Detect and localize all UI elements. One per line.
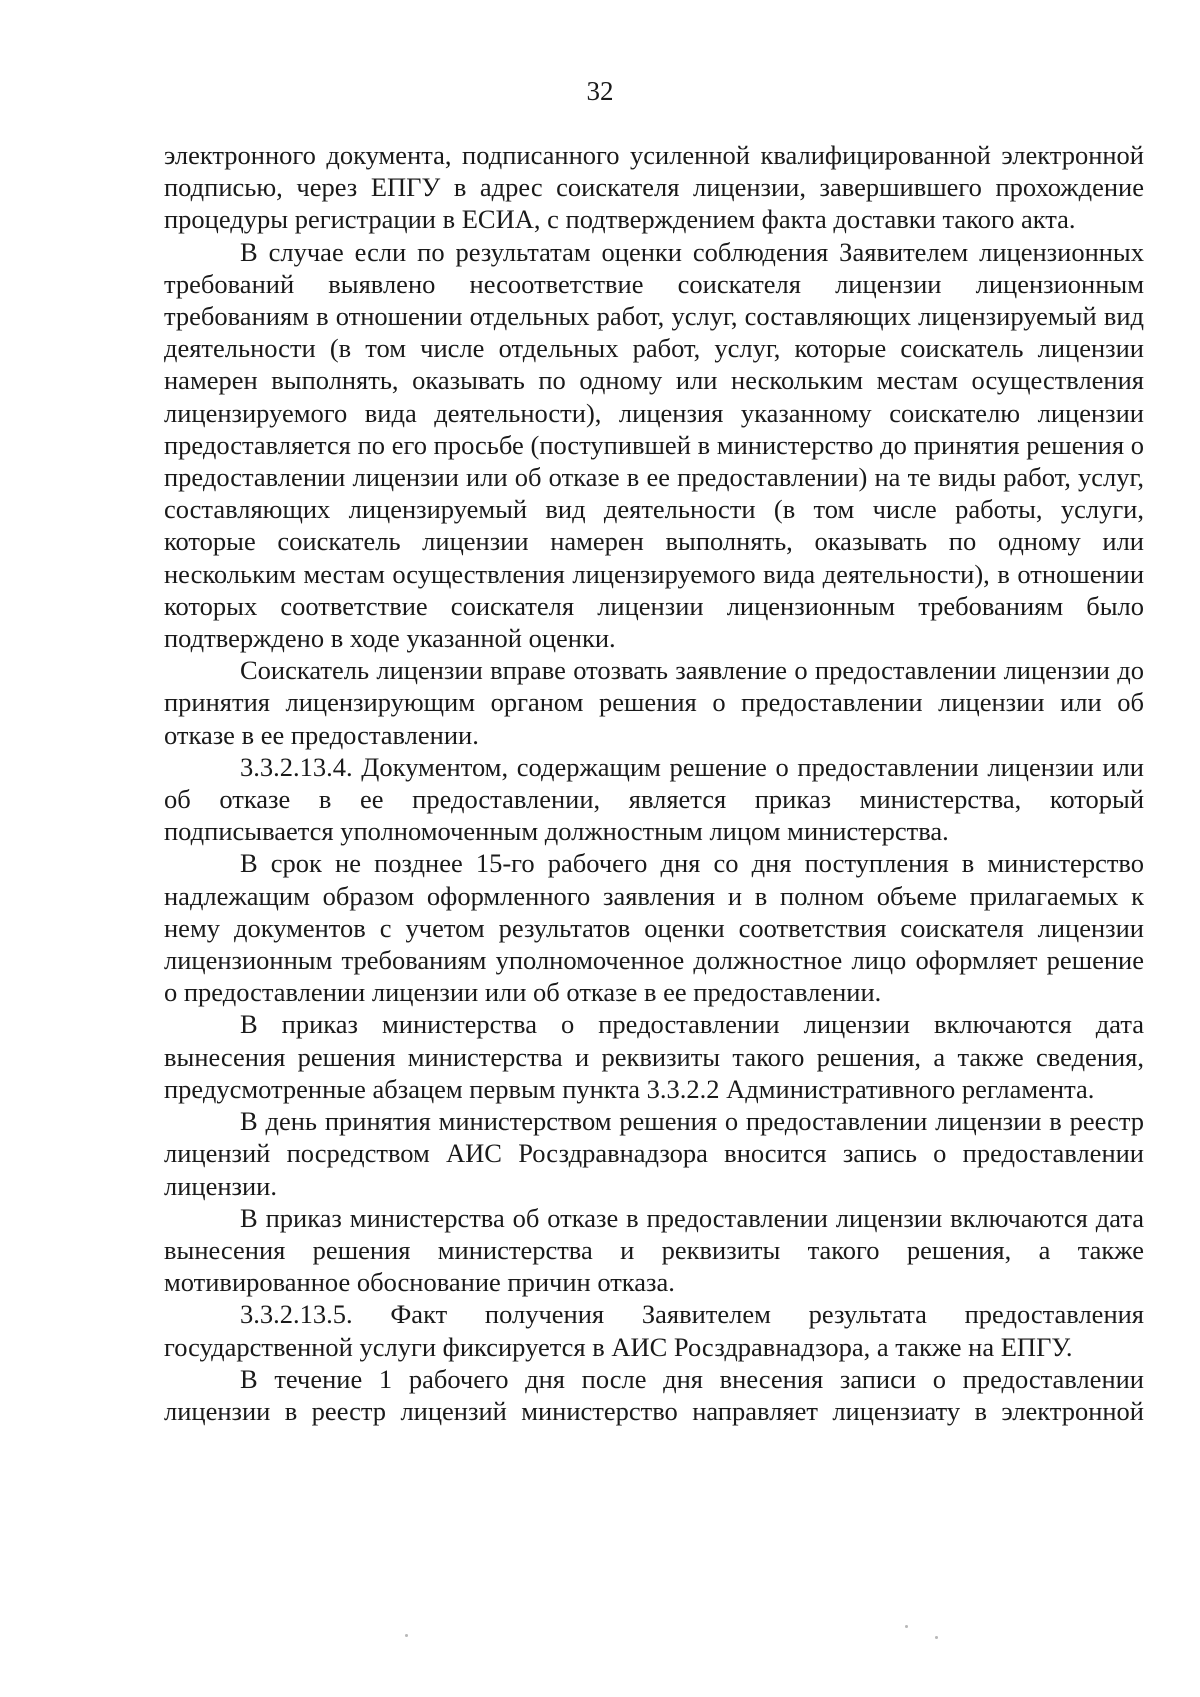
paragraph: 3.3.2.13.5. Факт получения Заявителем результата предоставления государственной услуги фиксируется в АИС Росздравнадзора, а также на ЕПГУ. — [164, 1299, 1144, 1362]
paragraph: В приказ министерства о предоставлении лицензии включаются дата вынесения решения министерства и реквизиты такого решения, а также сведения, предусмотренные абзацем первым пункта 3.3.2.2 Административного регламента. — [164, 1009, 1144, 1104]
paragraph: электронного документа, подписанного усиленной квалифицированной электронной подписью, через ЕПГУ в адрес соискателя лицензии, завершившего прохождение процедуры регистрации в ЕСИА, с подтверждением факта доставки такого акта. — [164, 140, 1144, 235]
scan-artifact — [405, 1634, 408, 1637]
document-body — [164, 139, 1144, 1427]
scan-artifact — [905, 1625, 908, 1628]
paragraph: В случае если по результатам оценки соблюдения Заявителем лицензионных требований выявлено несоответствие соискателя лицензии лицензионным требованиям в отношении отдельных работ, услуг, составляющих лицензируемый вид деятельности (в том числе отдельных работ, услуг, которые соискатель лицензии намерен выполнять, оказывать по одному или нескольким местам осуществления лицензируемого вида деятельности), лицензия указанному соискателю лицензии предоставляется по его просьбе (поступившей в министерство до принятия решения о предоставлении лицензии или об отказе в ее предоставлении) на те виды работ, услуг, составляющих лицензируемый вид деятельности (в том числе работы, услуги, которые соискатель лицензии намерен выполнять, оказывать по одному или нескольким местам осуществления лицензируемого вида деятельности), в отношении которых соответствие соискателя лицензии лицензионным требованиям было подтверждено в ходе указанной оценки. — [164, 236, 1144, 654]
page-number: 32 — [586, 76, 614, 106]
paragraph: В течение 1 рабочего дня после дня внесения записи о предоставлении лицензии в реестр лицензий министерство направляет лицензиату в электронной — [164, 1363, 1144, 1426]
scan-artifact — [935, 1636, 938, 1639]
paragraph: Соискатель лицензии вправе отозвать заявление о предоставлении лицензии до принятия лицензирующим органом решения о предоставлении лицензии или об отказе в ее предоставлении. — [164, 655, 1144, 750]
paragraph: В день принятия министерством решения о предоставлении лицензии в реестр лицензий посредством АИС Росздравнадзора вносится запись о предоставлении лицензии. — [164, 1106, 1144, 1201]
paragraph: В приказ министерства об отказе в предоставлении лицензии включаются дата вынесения решения министерства и реквизиты такого решения, а также мотивированное обоснование причин отказа. — [164, 1202, 1144, 1298]
paragraph: В срок не позднее 15-го рабочего дня со дня поступления в министерство надлежащим образом оформленного заявления и в полном объеме прилагаемых к нему документов с учетом результатов оценки соответствия соискателя лицензии лицензионным требованиям уполномоченное должностное лицо оформляет решение о предоставлении лицензии или об отказе в ее предоставлении. — [164, 848, 1144, 1008]
paragraph: 3.3.2.13.4. Документом, содержащим решение о предоставлении лицензии или об отказе в ее предоставлении, является приказ министерства, который подписывается уполномоченным должностным лицом министерства. — [164, 751, 1144, 847]
